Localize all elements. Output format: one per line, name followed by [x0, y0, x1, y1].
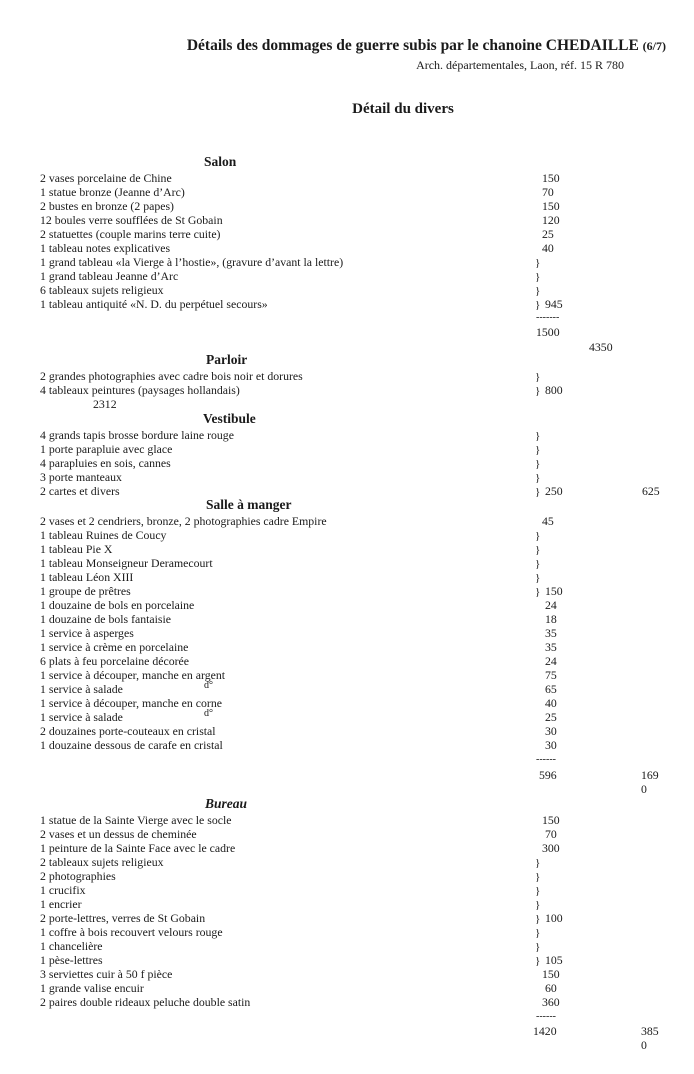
list-item: 3 serviettes cuir à 50 f pièce 150	[40, 967, 560, 981]
list-item: 1 pèse-lettres } 105	[40, 953, 563, 967]
list-item: 1 porte parapluie avec glace }	[40, 442, 541, 456]
list-item: 1 douzaine dessous de carafe en cristal 30	[40, 738, 557, 752]
list-item: 1 service à découper, manche en corne 40	[40, 696, 557, 710]
list-item: 1 douzaine de bols en porcelaine 24	[40, 598, 557, 612]
section-heading-vestibule: Vestibule	[203, 411, 256, 426]
list-item: 3 porte manteaux }	[40, 470, 541, 484]
list-item: 1 grande valise encuir 60	[40, 981, 557, 995]
title-main: Détails des dommages de guerre subis par le chanoine CHEDAILLE	[186, 37, 639, 54]
list-item: 1 tableau Monseigneur Deramecourt }	[40, 556, 541, 570]
archive-reference: Arch. départementales, Laon, réf. 15 R 780	[416, 58, 624, 72]
document-title	[0, 37, 666, 55]
list-item: 1 douzaine de bols fantaisie 18	[40, 612, 557, 626]
list-item: 2 statuettes (couple marins terre cuite) 25	[40, 227, 554, 241]
list-item: 2 photographies }	[40, 869, 541, 883]
list-item: 1 grand tableau Jeanne d’Arc }	[40, 269, 541, 283]
list-item: 6 plats à feu porcelaine décorée 24	[40, 654, 557, 668]
list-item: 2 douzaines porte-couteaux en cristal 30	[40, 724, 557, 738]
list-item: 1 service à salade d° 65	[40, 680, 557, 696]
list-item: 2 grandes photographies avec cadre bois noir et dorures }	[40, 369, 541, 383]
list-item: 1 tableau Pie X }	[40, 542, 541, 556]
list-item: 12 boules verre soufflées de St Gobain 120	[40, 213, 560, 227]
ditto-mark: d°	[204, 680, 213, 691]
list-item: 1 coffre à bois recouvert velours rouge }	[40, 925, 541, 939]
list-item: 2 bustes en bronze (2 papes) 150	[40, 199, 560, 213]
list-item: 4 grands tapis brosse bordure laine rouge }	[40, 428, 541, 442]
column-total-cents: 0	[641, 1038, 647, 1052]
list-item: 2 vases et 2 cendriers, bronze, 2 photographies cadre Empire 45	[40, 514, 554, 528]
list-item: 1 service à crème en porcelaine 35	[40, 640, 557, 654]
list-item: 2 vases et un dessus de cheminée 70	[40, 827, 557, 841]
list-item: 2 cartes et divers } 250 625	[40, 484, 660, 498]
list-item: 2 paires double rideaux peluche double satin 360	[40, 995, 560, 1009]
carried-total: 2312	[93, 397, 117, 411]
list-item: 1 groupe de prêtres } 150	[40, 584, 563, 598]
list-item: 6 tableaux sujets religieux }	[40, 283, 541, 297]
ditto-mark: d°	[204, 708, 213, 719]
list-item: 1 statue de la Sainte Vierge avec le socle 150	[40, 813, 560, 827]
separator-dashes: -------	[536, 312, 560, 323]
list-item: 2 tableaux sujets religieux }	[40, 855, 541, 869]
title-part: (6/7)	[642, 39, 666, 53]
list-item: 1 tableau notes explicatives 40	[40, 241, 554, 255]
list-item: 2 porte-lettres, verres de St Gobain } 100	[40, 911, 563, 925]
subtotal-bureau: 1420	[533, 1024, 557, 1038]
column-total: 385	[641, 1024, 659, 1038]
list-item: 1 service à asperges 35	[40, 626, 557, 640]
list-item: 1 tableau Léon XIII }	[40, 570, 541, 584]
column-total: 169	[641, 768, 659, 782]
list-item: 1 statue bronze (Jeanne d’Arc) 70	[40, 185, 554, 199]
column-total-cents: 0	[641, 782, 647, 796]
list-item: 1 tableau Ruines de Coucy }	[40, 528, 541, 542]
separator-dashes: ------	[536, 1011, 556, 1022]
subtotal-salon: 1500	[536, 325, 560, 339]
list-item: 4 parapluies en sois, cannes }	[40, 456, 541, 470]
list-item: 1 tableau antiquité «N. D. du perpétuel secours» } 945	[40, 297, 563, 311]
list-item: 1 encrier }	[40, 897, 541, 911]
running-total: 4350	[589, 340, 613, 354]
list-item: 1 grand tableau «la Vierge à l’hostie», (gravure d’avant la lettre) }	[40, 255, 541, 269]
section-heading-parloir: Parloir	[206, 352, 248, 367]
list-item: 2 vases porcelaine de Chine 150	[40, 171, 560, 185]
list-item: 1 peinture de la Sainte Face avec le cadre 300	[40, 841, 560, 855]
list-item: 1 service à salade d° 25	[40, 708, 557, 724]
separator-dashes: ------	[536, 754, 556, 765]
list-item: 1 chancelière }	[40, 939, 541, 953]
list-item: 1 crucifix }	[40, 883, 541, 897]
list-item: 1 service à découper, manche en argent 75	[40, 668, 557, 682]
list-item: 4 tableaux peintures (paysages hollandais) } 800	[40, 383, 563, 397]
section-heading-salon: Salon	[204, 154, 237, 169]
subtotal-salle-a-manger: 596	[539, 768, 557, 782]
section-heading-bureau: Bureau	[205, 796, 248, 811]
section-heading-salle-a-manger: Salle à manger	[206, 497, 292, 512]
detail-heading: Détail du divers	[352, 101, 454, 117]
